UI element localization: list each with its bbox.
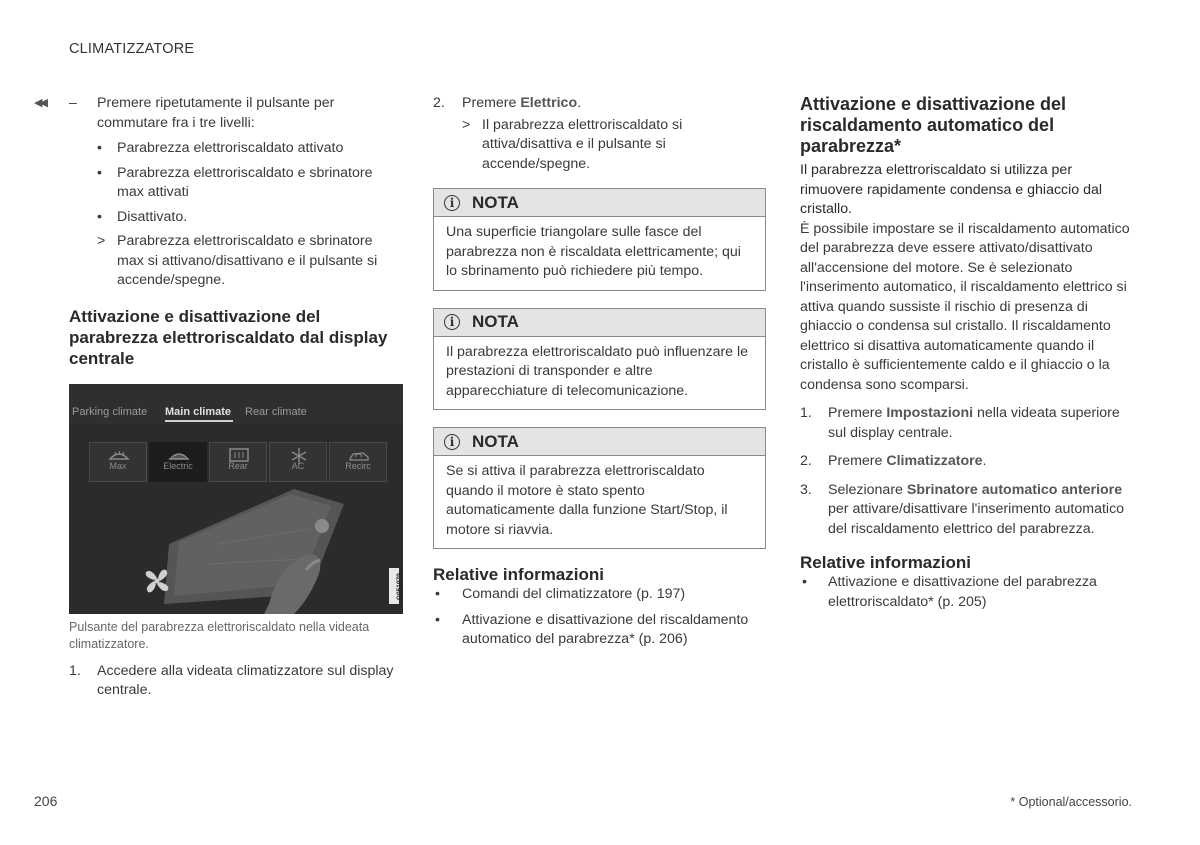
- electric-windshield-button: Electric: [149, 442, 207, 482]
- related-link[interactable]: • Comandi del climatizzatore (p. 197): [433, 585, 766, 605]
- related-heading: Relative informazioni: [800, 553, 971, 572]
- fan-icon: [142, 566, 172, 596]
- recirculation-button: Recirc: [329, 442, 387, 482]
- ui-label-highlight: Climatizzatore: [886, 453, 983, 469]
- tab-parking-climate: Parking climate: [72, 405, 148, 418]
- page-number: 206: [34, 793, 58, 809]
- step-number: 1.: [69, 662, 81, 679]
- bullet-icon: •: [435, 611, 440, 628]
- lead-paragraph: Il parabrezza elettroriscaldato si utilizza per rimuovere rapidamente condensa e ghiaccio dal cristallo.: [800, 162, 1103, 217]
- related-link[interactable]: • Attivazione e disattivazione del parabrezza elettroriscaldato* (p. 205): [802, 574, 1097, 610]
- image-caption: Pulsante del parabrezza elettroriscaldato nella videata climatizzatore.: [69, 619, 370, 651]
- step-number: 2.: [433, 95, 445, 111]
- column-right: [800, 94, 1132, 612]
- ui-label-highlight: Sbrinatore automatico anteriore: [906, 481, 1123, 498]
- bullet-icon: •: [435, 586, 440, 602]
- note-text: Una superficie triangolare sulle fasce del parabrezza non è riscaldata elettricamente; qui lo sbrinamento può richiedere più tempo.: [446, 224, 741, 279]
- max-defrost-button: Max: [89, 442, 147, 482]
- result-marker: >: [462, 116, 471, 133]
- result-item: > Parabrezza elettroriscaldato e sbrinatore max si attivano/disattivano e il pulsante si accende/spegne.: [97, 233, 378, 288]
- list-item: • Parabrezza elettroriscaldato e sbrinatore max attivati: [97, 164, 373, 200]
- related-heading: Relative informazioni: [433, 565, 604, 584]
- active-tab-indicator: [165, 420, 233, 422]
- step-text: Accedere alla videata climatizzatore sul display centrale.: [97, 662, 394, 698]
- note-header: i NOTA: [434, 189, 765, 217]
- tab-main-climate: Main climate: [165, 405, 232, 418]
- info-icon: i: [444, 434, 460, 450]
- step-number: 2.: [800, 453, 812, 469]
- info-icon: i: [444, 314, 460, 330]
- climate-tabs: [69, 384, 403, 424]
- note-box: [433, 427, 766, 549]
- note-header: i NOTA: [434, 428, 765, 456]
- bullet-icon: •: [97, 164, 102, 181]
- tab-rear-climate: Rear climate: [245, 405, 307, 418]
- list-item: • Disattivato.: [34, 208, 402, 228]
- body-paragraph: È possibile impostare se il riscaldamento automatico del parabrezza deve essere attivato/disattivato all'accensione del motore. Se è selezionato l'inserimento automatico, il riscaldamento elettrico si attiva quando sussiste il rischio di presenza di ghiaccio o condensa sul cristallo. Il riscaldamento elettrico si disattiva automaticamente quando il cristallo è sufficientemente caldo e il ghiaccio o la condensa sono scomparsi.: [800, 220, 1130, 393]
- step-number: 3.: [800, 481, 812, 498]
- intro-text: Premere ripetutamente il pulsante per commutare fra i tre livelli:: [97, 95, 335, 131]
- related-link[interactable]: • Attivazione e disattivazione del riscaldamento automatico del parabrezza* (p. 206): [435, 611, 749, 647]
- note-text: Il parabrezza elettroriscaldato può influenzare le prestazioni di transponder e altre apparecchiature di telecomunicazione.: [446, 343, 749, 399]
- step-item: [34, 662, 402, 701]
- ui-label-highlight: Elettrico: [520, 95, 578, 111]
- image-code-tag: G051979: [389, 568, 399, 604]
- column-middle: [433, 94, 766, 650]
- result-marker: >: [97, 233, 106, 249]
- step-item: 3. Selezionare Sbrinatore automatico anteriore per attivare/disattivare l'inserimento automatico del riscaldamento elettrico del parabrezza.: [800, 481, 1125, 537]
- level-list: [34, 139, 402, 291]
- car-interior-illustration: [69, 484, 403, 614]
- list-item: • Parabrezza elettroriscaldato attivato: [34, 139, 402, 159]
- result-item: > Il parabrezza elettroriscaldato si attiva/disattiva e il pulsante si accende/spegne.: [462, 116, 683, 172]
- dash-marker: –: [69, 95, 77, 111]
- bullet-icon: •: [97, 208, 102, 225]
- bullet-icon: •: [97, 140, 102, 156]
- climate-screen-image: [69, 384, 403, 614]
- step-item: 2. Premere Elettrico.: [433, 94, 766, 114]
- note-box: [433, 188, 766, 291]
- note-text: Se si attiva il parabrezza elettroriscaldato quando il motore è stato spento automaticamente dalla funzione Start/Stop, il motore si riavvia.: [446, 463, 728, 538]
- step-item: 2. Premere Climatizzatore.: [800, 452, 1132, 472]
- bullet-icon: •: [802, 574, 807, 590]
- info-icon: i: [444, 195, 460, 211]
- ac-button: AC: [269, 442, 327, 482]
- footnote-optional: * Optional/accessorio.: [1010, 795, 1132, 809]
- note-header: i NOTA: [434, 309, 765, 337]
- column-left: [34, 94, 402, 701]
- step-number: 1.: [800, 405, 812, 421]
- section-title: CLIMATIZZATORE: [69, 41, 195, 57]
- ui-label-highlight: Impostazioni: [886, 405, 974, 421]
- step-item: 1. Premere Impostazioni nella videata superiore sul display centrale.: [800, 405, 1120, 441]
- continued-from-previous-page-icon: ◀◀: [34, 97, 45, 109]
- section-heading: Attivazione e disattivazione del riscaldamento automatico del parabrezza*: [800, 94, 1067, 156]
- rear-defrost-button: Rear: [209, 442, 267, 482]
- intro-item: [34, 94, 402, 133]
- section-heading: Attivazione e disattivazione del parabrezza elettroriscaldato dal display centrale: [69, 306, 388, 368]
- note-box: [433, 308, 766, 411]
